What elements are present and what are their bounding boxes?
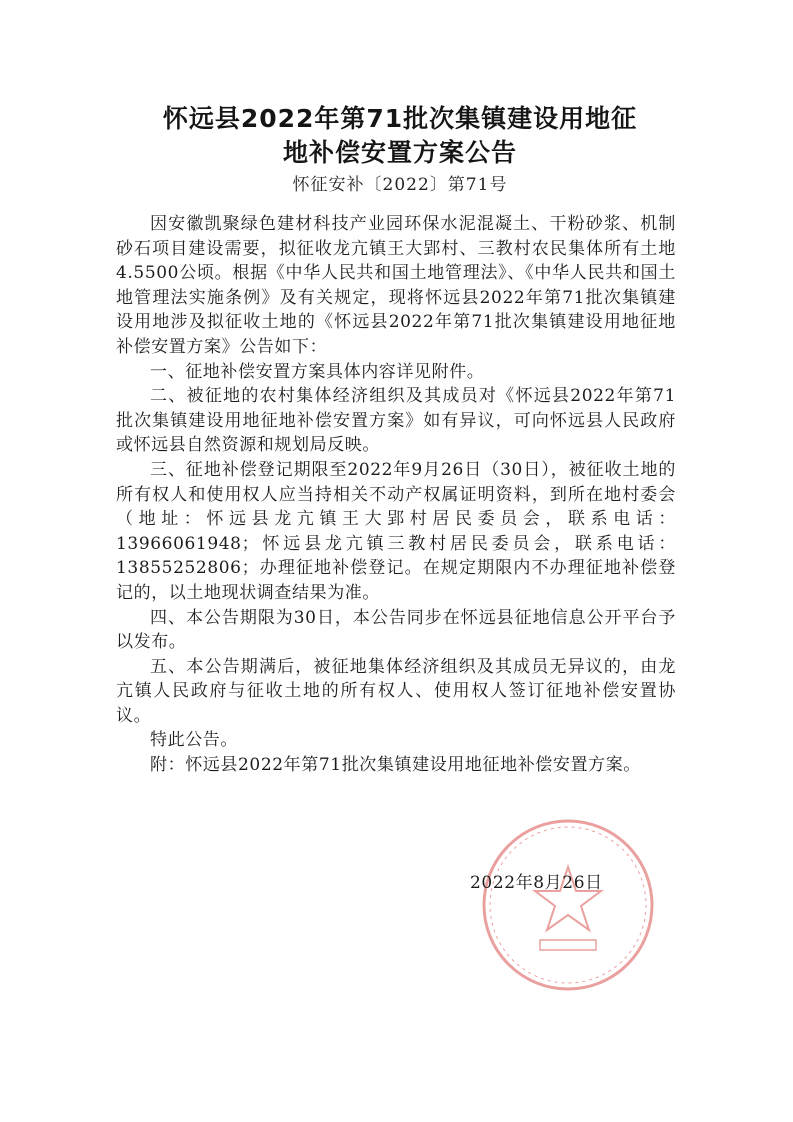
paragraph-item-3: 三、征地补偿登记期限至2022年9月26日（30日），被征收土地的所有权人和使用权人应当持相关不动产权属证明资料，到所在地村委会（地址：怀远县龙亢镇王大郢村居民委员会，联系电话：13966061948；怀远县龙亢镇三教村居民委员会，联系电话：13855252806；办理征地补偿登记。在规定期限内不办理征地补偿登记的，以土地现状调查结果为准。 bbox=[116, 459, 676, 603]
issue-date: 2022年8月26日 bbox=[470, 873, 603, 893]
title-line-1: 怀远县2022年第71批次集镇建设用地征 bbox=[162, 104, 638, 133]
paragraph-item-5: 五、本公告期满后，被征地集体经济组织及其成员无异议的，由龙亢镇人民政府与征收土地的所有权人、使用权人签订征地补偿安置协议。 bbox=[116, 656, 676, 726]
paragraph-intro: 因安徽凯聚绿色建材科技产业园环保水泥混凝土、干粉砂浆、机制砂石项目建设需要，拟征收龙亢镇王大郢村、三教村农民集体所有土地4.5500公顷。根据《中华人民共和国土地管理法》、《中华人民共和国土地管理法实施条例》及有关规定，现将怀远县2022年第71批次集镇建设用地涉及拟征收土地的《怀远县2022年第71批次集镇建设用地征地补偿安置方案》公告如下： bbox=[116, 214, 676, 357]
paragraph-attachment: 附：怀远县2022年第71批次集镇建设用地征地补偿安置方案。 bbox=[150, 755, 641, 776]
document-number: 怀征安补〔2022〕第71号 bbox=[292, 175, 508, 195]
official-seal-icon bbox=[478, 815, 658, 995]
paragraph-item-4: 四、本公告期限为30日，本公告同步在怀远县征地信息公开平台予以发布。 bbox=[116, 607, 676, 653]
paragraph-item-1: 一、征地补偿安置方案具体内容详见附件。 bbox=[150, 361, 485, 382]
document-body bbox=[116, 212, 676, 778]
paragraph-item-2: 二、被征地的农村集体经济组织及其成员对《怀远县2022年第71批次集镇建设用地征地补偿安置方案》如有异议，可向怀远县人民政府或怀远县自然资源和规划局反映。 bbox=[116, 386, 676, 456]
paragraph-closing: 特此公告。 bbox=[150, 730, 238, 751]
title-line-2: 地补偿安置方案公告 bbox=[282, 138, 517, 167]
